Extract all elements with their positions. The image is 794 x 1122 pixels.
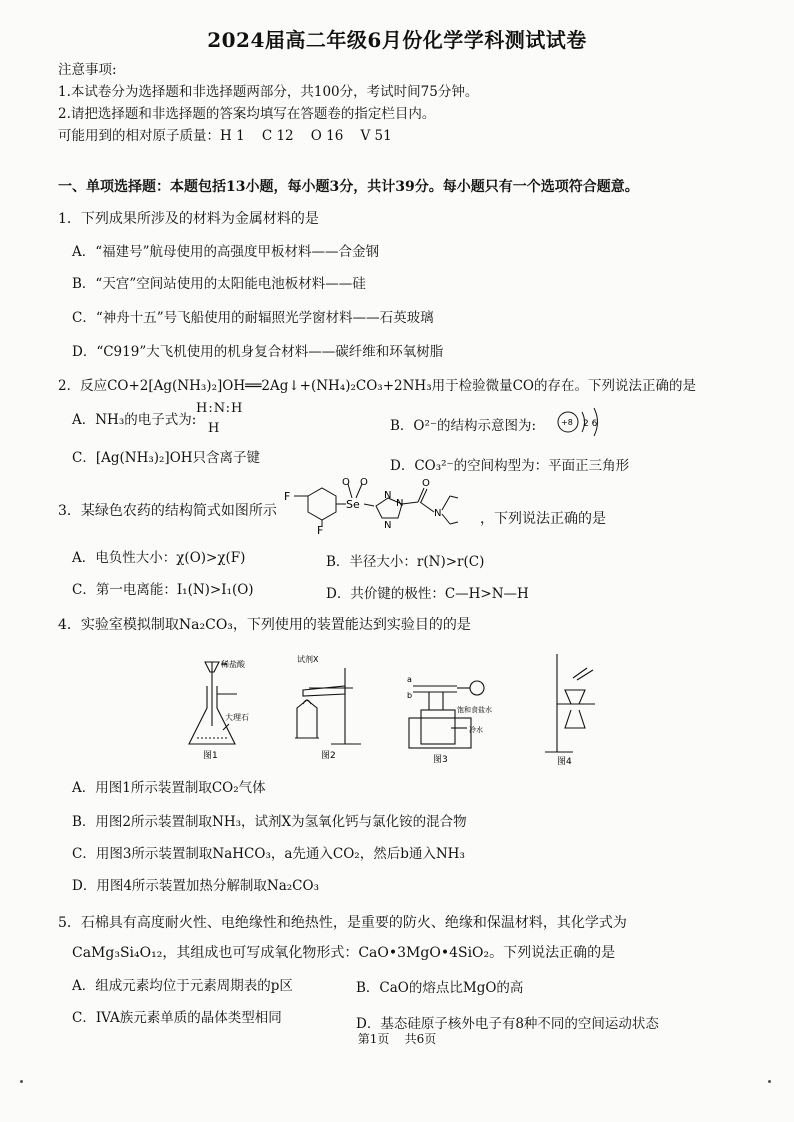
question-5-stem-line-1: 5．石棉具有高度耐火性、电绝缘性和绝热性，是重要的防火、绝缘和保温材料，其化学式为 xyxy=(58,915,627,931)
oxygen-label-1: O xyxy=(342,477,350,488)
nitrogen-label-4: N xyxy=(434,508,442,519)
lab-apparatus-figures xyxy=(185,648,605,766)
question-3-stem-end: ，下列说法正确的是 xyxy=(480,511,606,527)
oxide-ion-structure-diagram xyxy=(556,404,612,440)
notes-heading: 注意事项: xyxy=(58,62,117,78)
fig1-caption: 图1 xyxy=(203,751,218,761)
question-4-option-d: D．用图4所示装置加热分解制取Na₂CO₃ xyxy=(72,878,319,894)
ammonia-electron-formula: H:N:H xyxy=(196,401,244,416)
question-2-option-b: B．O²⁻的结构示意图为: xyxy=(390,418,537,434)
question-1-stem: 1．下列成果所涉及的材料为金属材料的是 xyxy=(58,211,319,227)
fig3-label-brine: 饱和食盐水 xyxy=(457,706,492,714)
page-footer: 第1页 共6页 xyxy=(357,1032,437,1046)
question-4-option-a: A．用图1所示装置制取CO₂气体 xyxy=(72,780,266,796)
question-5-option-a: A．组成元素均位于元素周期表的p区 xyxy=(72,978,293,994)
fig1-label-marble: 大理石 xyxy=(225,713,249,722)
fig3-label-a: a xyxy=(407,675,412,684)
question-4-stem: 4．实验室模拟制取Na₂CO₃，下列使用的装置能达到实验目的的是 xyxy=(58,617,471,633)
question-2-option-a: A．NH₃的电子式为: xyxy=(72,412,197,428)
nucleus-charge-label: +8 xyxy=(561,418,573,427)
question-2-option-c: C．[Ag(NH₃)₂]OH只含离子键 xyxy=(72,450,261,466)
fig3-label-b: b xyxy=(407,691,413,700)
fig2-label-reagent-x: 试剂X xyxy=(297,655,319,664)
question-5-option-d: D．基态硅原子核外电子有8种不同的空间运动状态 xyxy=(356,1016,659,1032)
question-3-stem: 3．某绿色农药的结构简式如图所示 xyxy=(58,503,277,519)
question-4-option-c: C．用图3所示装置制取NaHCO₃，a先通入CO₂，然后b通入NH₃ xyxy=(72,846,465,862)
question-3-option-b: B．半径大小：r(N)>r(C) xyxy=(326,554,485,570)
notes-item-1: 1.本试卷分为选择题和非选择题两部分，共100分，考试时间75分钟。 xyxy=(58,84,479,100)
question-1-option-b: B．“天宫”空间站使用的太阳能电池板材料——硅 xyxy=(72,276,366,292)
question-1-option-c: C．“神舟十五”号飞船使用的耐辐照光学窗材料——石英玻璃 xyxy=(72,310,434,326)
section-heading: 一、单项选择题：本题包括13小题，每小题3分，共计39分。每小题只有一个选项符合题意。 xyxy=(58,179,639,195)
fig4-caption: 图4 xyxy=(557,757,572,766)
fig3-caption: 图3 xyxy=(433,755,448,765)
fluorine-label-2: F xyxy=(317,524,324,534)
question-5-option-b: B．CaO的熔点比MgO的高 xyxy=(356,980,524,996)
nitrogen-label-1: N xyxy=(384,490,392,501)
scan-mark xyxy=(20,1080,23,1083)
question-3-option-d: D．共价键的极性：C—H>N—H xyxy=(326,586,529,602)
fig1-label-hydrochloric-acid: 稀盐酸 xyxy=(221,660,245,669)
fluorine-label-1: F xyxy=(284,490,291,503)
question-3-option-a: A．电负性大小：χ(O)>χ(F) xyxy=(72,550,246,566)
question-3-option-c: C．第一电离能：I₁(N)>I₁(O) xyxy=(72,582,254,598)
electron-shells-label: 2 6 xyxy=(583,419,598,429)
oxygen-label-2: O xyxy=(360,477,368,488)
pesticide-structure-formula xyxy=(284,476,474,534)
nitrogen-label-3: N xyxy=(384,520,392,531)
question-5-option-c: C．IVA族元素单质的晶体类型相同 xyxy=(72,1010,282,1026)
question-1-option-a: A．“福建号”航母使用的高强度甲板材料——合金钢 xyxy=(72,244,380,260)
ammonia-electron-formula-h: H xyxy=(208,421,220,436)
fig3-label-cold-water: 冷水 xyxy=(469,726,483,734)
fig2-caption: 图2 xyxy=(321,751,336,761)
selenium-label: Se xyxy=(346,498,360,511)
question-2-option-d: D．CO₃²⁻的空间构型为：平面正三角形 xyxy=(390,458,630,474)
atomic-masses: 可能用到的相对原子质量：H 1 C 12 O 16 V 51 xyxy=(58,128,392,144)
question-2-stem: 2．反应CO+2[Ag(NH₃)₂]OH══2Ag↓+(NH₄)₂CO₃+2NH₃用于检验微量CO的存在。下列说法正确的是 xyxy=(58,378,696,394)
question-1-option-d: D．“C919”大飞机使用的机身复合材料——碳纤维和环氧树脂 xyxy=(72,344,444,360)
notes-item-2: 2.请把选择题和非选择题的答案均填写在答题卷的指定栏目内。 xyxy=(58,106,436,122)
question-5-stem-line-2: CaMg₃Si₄O₁₂，其组成也可写成氧化物形式：CaO•3MgO•4SiO₂。下列说法正确的是 xyxy=(72,945,616,961)
nitrogen-label-2: N xyxy=(396,498,404,509)
page-title: 2024届高二年级6月份化学学科测试试卷 xyxy=(207,28,587,52)
scan-mark xyxy=(768,1080,771,1083)
question-4-option-b: B．用图2所示装置制取NH₃，试剂X为氢氧化钙与氯化铵的混合物 xyxy=(72,814,467,830)
oxygen-label-3: O xyxy=(422,478,430,489)
